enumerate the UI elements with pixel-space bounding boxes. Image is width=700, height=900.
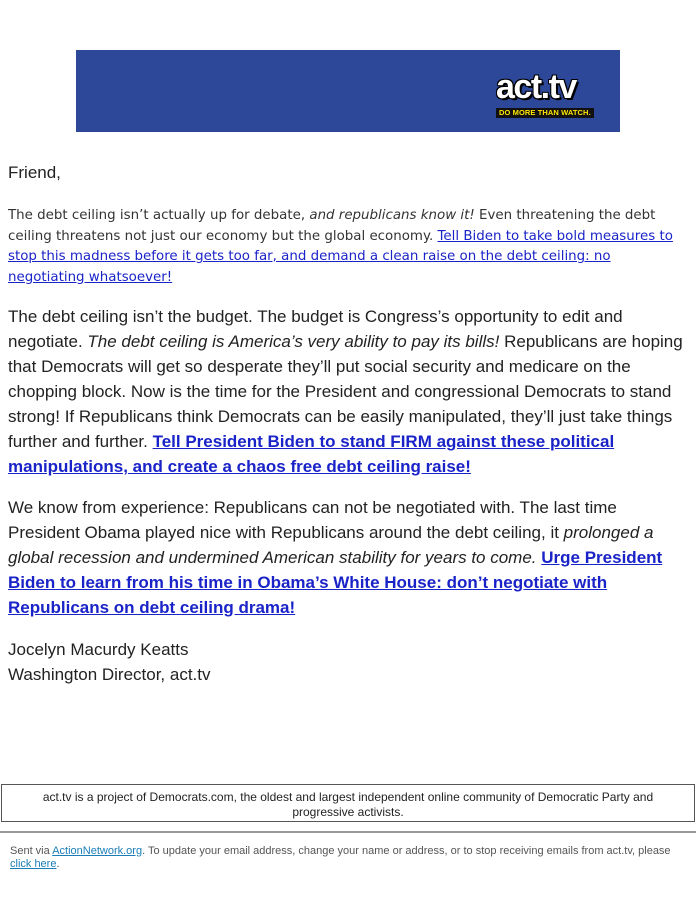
header-banner: [76, 50, 620, 132]
signature-name: Jocelyn Macurdy Keatts: [8, 640, 189, 659]
logo-text: act.tv: [496, 68, 576, 106]
signature-title: Washington Director, act.tv: [8, 665, 211, 684]
sent-middle: . To update your email address, change your name or address, or to stop receiving emails from act.tv, please: [142, 845, 671, 857]
paragraph-1: [8, 304, 684, 479]
signature: [8, 637, 684, 687]
logo-tagline: DO MORE THAN WATCH.: [496, 108, 594, 118]
unsubscribe-link[interactable]: click here: [10, 858, 57, 870]
intro-text-2: Even threatening the debt ceiling threatens not just our economy but the global economy.: [8, 208, 656, 244]
act-tv-logo[interactable]: [496, 68, 592, 120]
email-body: [8, 162, 684, 687]
intro-italic: and republicans know it!: [309, 208, 475, 223]
paragraph-2: [8, 495, 684, 620]
paragraph-2-link[interactable]: Urge President Biden to learn from his time in Obama’s White House: don’t negotiate with Republicans on debt ceiling drama!: [8, 548, 663, 617]
paragraph-1-text-1: The debt ceiling isn’t the budget. The budget is Congress’s opportunity to edit and negotiate.: [8, 307, 623, 351]
footer-about: act.tv is a project of Democrats.com, the oldest and largest independent online community of Democratic Party and progressive activists.: [1, 784, 695, 822]
paragraph-1-italic: The debt ceiling is America’s very ability to pay its bills!: [87, 332, 500, 351]
paragraph-2-italic: prolonged a global recession and undermined American stability for years to come.: [8, 523, 654, 567]
greeting: Friend,: [8, 163, 61, 182]
sent-prefix: Sent via: [10, 845, 53, 857]
footer-divider: [0, 831, 696, 833]
footer-sent-via: [10, 845, 690, 871]
intro-link[interactable]: Tell Biden to take bold measures to stop this madness before it gets too far, and demand a clean raise on the debt ceiling: no negotiating whatsoever!: [8, 228, 673, 285]
paragraph-1-text-2: Republicans are hoping that Democrats will get so desperate they’ll put social security and medicare on the chopping block. Now is the time for the President and congressional Democrats to stand strong! If Republicans think Democrats can be easily manipulated, they’ll just take things further and further.: [8, 332, 683, 451]
intro-text-1: The debt ceiling isn’t actually up for debate,: [8, 208, 310, 223]
paragraph-1-link[interactable]: Tell President Biden to stand FIRM against these political manipulations, and create a chaos free debt ceiling raise!: [8, 432, 615, 476]
intro-paragraph: [8, 206, 684, 288]
sent-suffix: .: [56, 858, 60, 870]
paragraph-2-text-1: We know from experience: Republicans can not be negotiated with. The last time President Obama played nice with Republicans around the debt ceiling, it: [8, 498, 617, 542]
actionnetwork-link[interactable]: ActionNetwork.org: [52, 845, 143, 857]
